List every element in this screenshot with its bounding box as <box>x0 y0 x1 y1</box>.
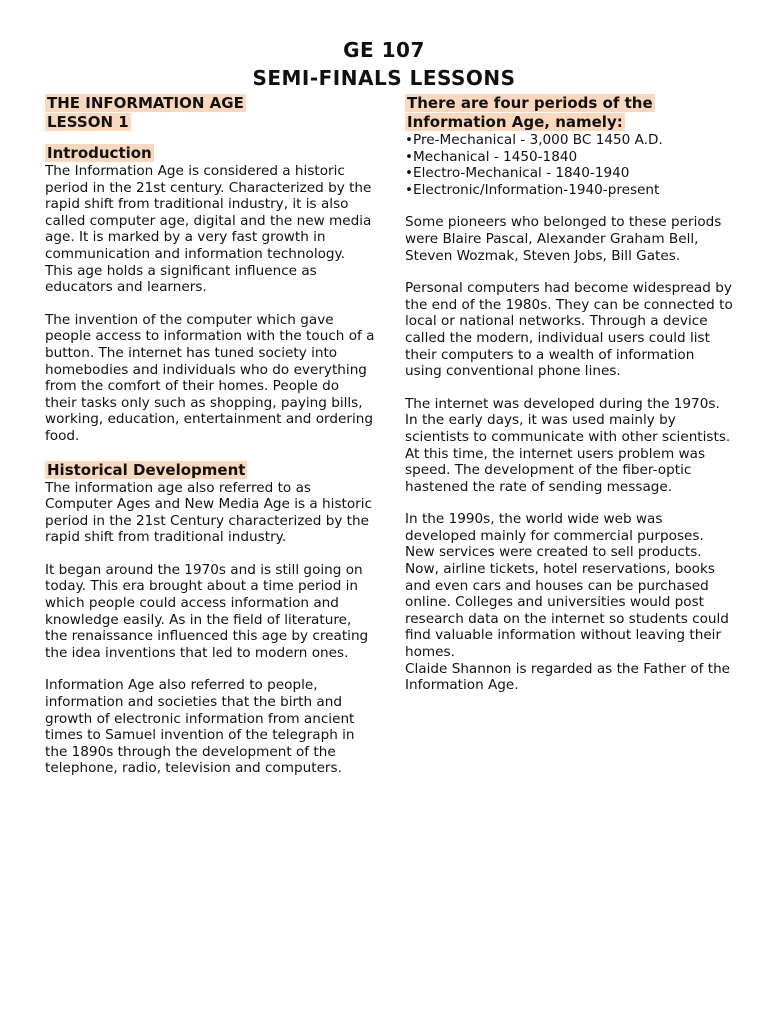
intro-paragraph-1: The Information Age is considered a historic period in the 21st century. Characterized by the rapid shift from traditional industry, it is also called computer age, digital and the new media age. It is marked by a very fast growth in communication and information technology. This age holds a significant influence as educators and learners. <box>45 163 372 296</box>
historical-development-heading <box>45 461 375 480</box>
introduction-heading-text: Introduction <box>47 144 152 162</box>
personal-computers-paragraph: Personal computers had become widespread by the end of the 1980s. They can be connected to local or national networks. Through a device called the modern, individual users could list their computers to a wealth of information using conventional phone lines. <box>405 280 733 380</box>
lesson-heading-line-1: THE INFORMATION AGE <box>47 94 244 112</box>
periods-list <box>405 132 735 198</box>
periods-heading-line-1: There are four periods of the <box>407 94 653 112</box>
right-column <box>405 94 735 694</box>
introduction-heading <box>45 144 375 163</box>
pioneers-paragraph: Some pioneers who belonged to these periods were Blaire Pascal, Alexander Graham Bell, Steven Wozmak, Steven Jobs, Bill Gates. <box>405 214 722 264</box>
page-title <box>0 36 768 92</box>
internet-paragraph: The internet was developed during the 1970s. In the early days, it was used mainly by scientists to communicate with other scientists. At this time, the internet users problem was speed. The development of the fiber-optic hastened the rate of sending message. <box>405 395 731 495</box>
lessons-title: SEMI-FINALS LESSONS <box>252 66 516 90</box>
world-wide-web-paragraph: In the 1990s, the world wide web was developed mainly for commercial purposes. New services were created to sell products. Now, airline tickets, hotel reservations, books and even cars and houses can be purchased online. Colleges and universities would post research data on the internet so students could find valuable information without leaving their homes. <box>405 511 729 661</box>
list-item: •Electro-Mechanical - 1840-1940 <box>405 165 630 182</box>
periods-heading <box>405 94 735 132</box>
periods-heading-line-2: Information Age, namely: <box>407 113 623 131</box>
left-column <box>45 94 375 777</box>
lesson-heading <box>45 94 375 132</box>
lesson-heading-line-2: LESSON 1 <box>47 113 129 131</box>
history-paragraph-3: Information Age also referred to people, information and societies that the birth and growth of electronic information from ancient times to Samuel invention of the telegraph in the 1890s through the development of the telephone, radio, television and computers. <box>45 677 355 777</box>
list-item: •Pre-Mechanical - 3,000 BC 1450 A.D. <box>405 132 663 148</box>
list-item: •Electronic/Information-1940-present <box>405 181 660 198</box>
history-paragraph-2: It began around the 1970s and is still going on today. This era brought about a time period in which people could access information and knowledge easily. As in the field of literature, the renaissance influenced this age by creating the idea inventions that led to modern ones. <box>45 561 369 661</box>
course-code: GE 107 <box>343 38 425 62</box>
list-item: •Mechanical - 1450-1840 <box>405 148 578 165</box>
historical-development-heading-text: Historical Development <box>47 460 246 479</box>
shannon-paragraph: Claide Shannon is regarded as the Father of the Information Age. <box>405 660 731 694</box>
intro-paragraph-2: The invention of the computer which gave people access to information with the touch of a button. The internet has tuned society into homebodies and individuals who do everything from the comfort of their homes. People do their tasks only such as shopping, paying bills, working, education, entertainment and ordering food. <box>45 311 375 444</box>
history-paragraph-1: The information age also referred to as Computer Ages and New Media Age is a historic period in the 21st Century characterized by the rapid shift from traditional industry. <box>45 479 373 546</box>
